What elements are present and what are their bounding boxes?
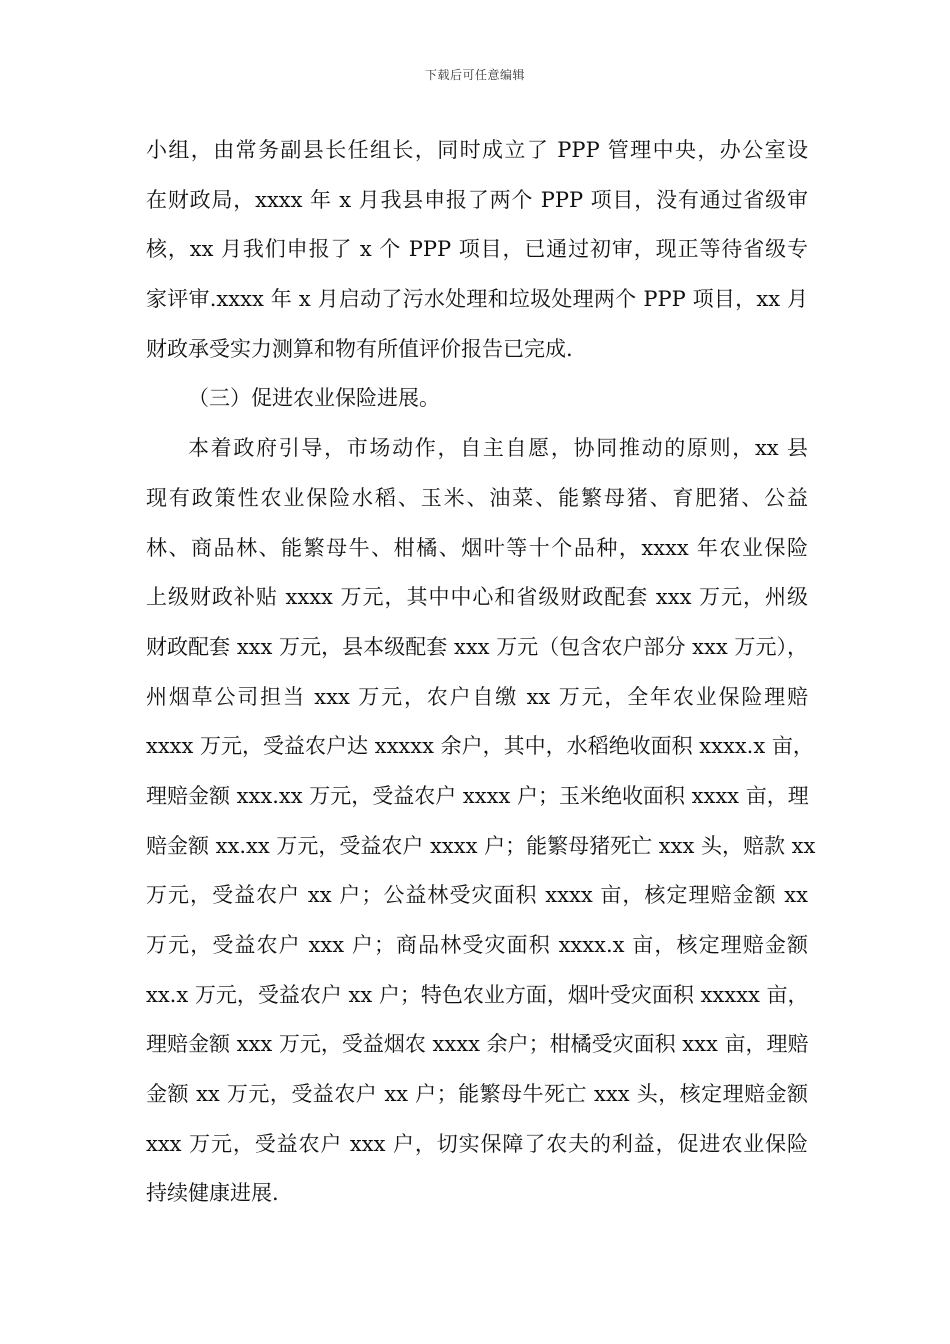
text-line: xxxx 万元，受益农户达 xxxxx 余户，其中，水稻绝收面积 xxxx.x 亩， [146, 734, 814, 759]
text-line: xx.x 万元，受益农户 xx 户；特色农业方面，烟叶受灾面积 xxxxx 亩， [146, 982, 809, 1007]
text-line: 万元，受益农户 xx 户；公益林受灾面积 xxxx 亩，核定理赔金额 xx [146, 883, 808, 908]
section-heading: （三）促进农业保险进展。 [188, 386, 440, 411]
text-line: 上级财政补贴 xxxx 万元，其中中心和省级财政配套 xxx 万元，州级 [146, 585, 808, 610]
text-line: 理赔金额 xxx.xx 万元，受益农户 xxxx 户；玉米绝收面积 xxxx 亩，理 [146, 783, 809, 808]
text-line: 在财政局，xxxx 年 x 月我县申报了两个 PPP 项目，没有通过省级审 [146, 187, 808, 212]
text-line: 州烟草公司担当 xxx 万元，农户自缴 xx 万元，全年农业保险理赔 [146, 684, 808, 709]
text-line: 财政配套 xxx 万元，县本级配套 xxx 万元（包含农户部分 xxx 万元）， [146, 634, 808, 659]
text-line: 财政承受实力测算和物有所值评价报告已完成. [146, 336, 573, 361]
text-line: 林、商品林、能繁母牛、柑橘、烟叶等十个品种，xxxx 年农业保险 [146, 535, 808, 560]
page-header: 下载后可任意编辑 [424, 68, 525, 82]
document-body [146, 126, 816, 1219]
paragraph-first-line: 本着政府引导，市场动作，自主自愿，协同推动的原则，xx 县 [188, 436, 809, 461]
text-line: 核，xx 月我们申报了 x 个 PPP 项目，已通过初审，现正等待省级专 [146, 237, 808, 262]
text-line: 赔金额 xx.xx 万元，受益农户 xxxx 户；能繁母猪死亡 xxx 头，赔款 xx [146, 833, 816, 858]
text-line: xxx 万元，受益农户 xxx 户，切实保障了农夫的利益，促进农业保险 [146, 1131, 808, 1156]
text-line: 金额 xx 万元，受益农户 xx 户；能繁母牛死亡 xxx 头，核定理赔金额 [146, 1082, 808, 1107]
text-line: 持续健康进展. [146, 1181, 279, 1206]
text-line: 小组，由常务副县长任组长，同时成立了 PPP 管理中央，办公室设 [146, 138, 808, 162]
text-line: 家评审.xxxx 年 x 月启动了污水处理和垃圾处理两个 PPP 项目，xx 月 [146, 287, 808, 312]
text-line: 现有政策性农业保险水稻、玉米、油菜、能繁母猪、育肥猪、公益 [146, 485, 808, 510]
text-line: 万元，受益农户 xxx 户；商品林受灾面积 xxxx.x 亩，核定理赔金额 [146, 933, 808, 957]
text-line: 理赔金额 xxx 万元，受益烟农 xxxx 余户；柑橘受灾面积 xxx 亩，理赔 [146, 1032, 809, 1057]
